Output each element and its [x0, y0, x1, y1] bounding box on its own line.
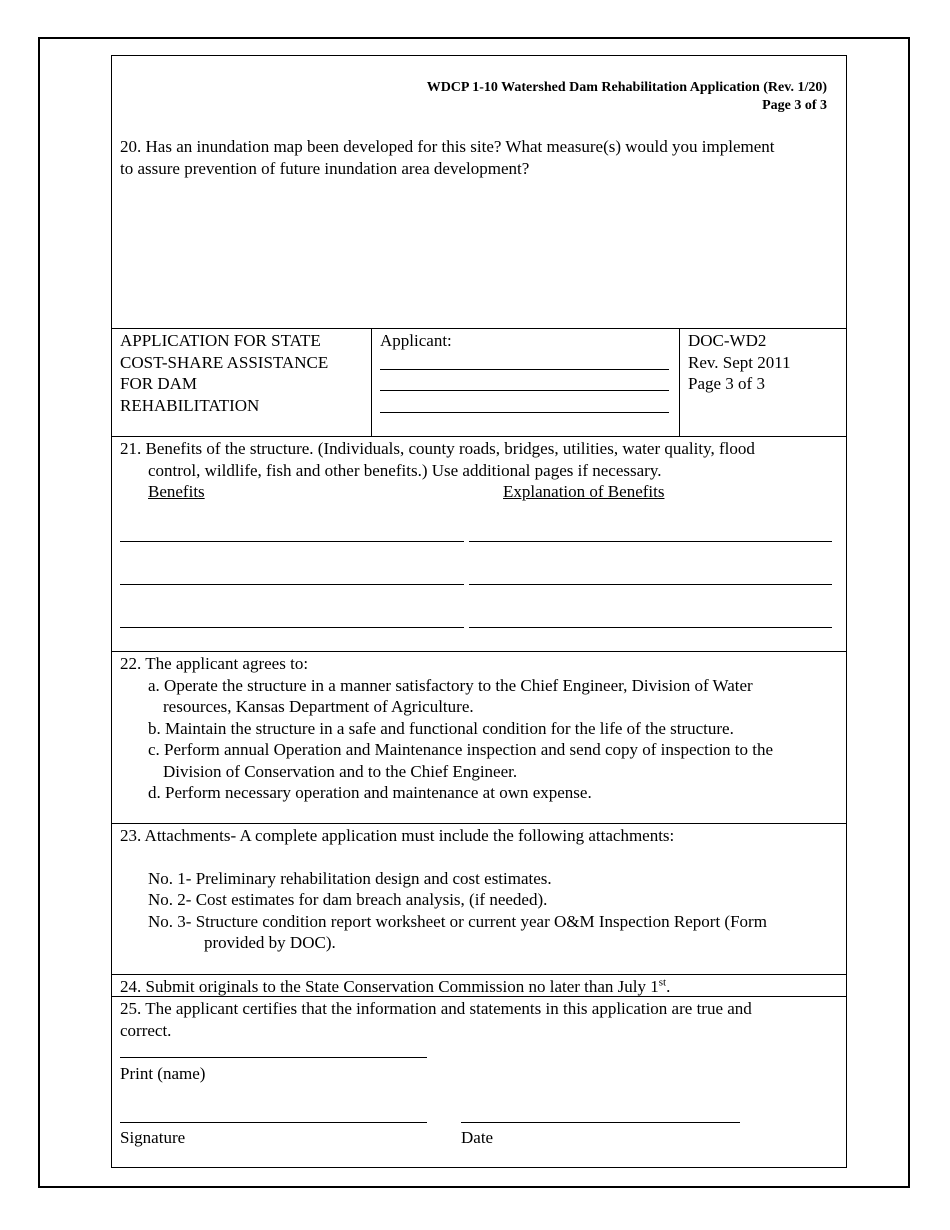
form-block-title-2: COST-SHARE ASSISTANCE — [120, 353, 329, 372]
applicant-label: Applicant: — [380, 331, 452, 350]
explanation-column-header: Explanation of Benefits — [503, 482, 665, 501]
divider — [111, 651, 847, 652]
q24-submission-note: 24. Submit originals to the State Conservation Commission no later than July 1st. — [120, 976, 671, 996]
explanation-field-2[interactable] — [469, 584, 832, 585]
q22-item-c-2: Division of Conservation and to the Chief Engineer. — [163, 762, 518, 781]
applicant-line-3[interactable] — [380, 412, 669, 413]
print-name-field[interactable] — [120, 1057, 427, 1058]
doc-id: DOC-WD2 — [688, 331, 767, 350]
explanation-field-3[interactable] — [469, 627, 832, 628]
divider — [111, 974, 847, 975]
date-label: Date — [461, 1128, 494, 1147]
q25-line-2: correct. — [120, 1021, 172, 1040]
q20-line-2: to assure prevention of future inundation area development? — [120, 159, 530, 178]
divider — [111, 436, 847, 437]
attachment-3-line-1: No. 3- Structure condition report worksheet or current year O&M Inspection Report (Form — [148, 912, 767, 931]
benefit-field-3[interactable] — [120, 627, 464, 628]
signature-field[interactable] — [120, 1122, 427, 1123]
q21-line-2: control, wildlife, fish and other benefits.) Use additional pages if necessary. — [148, 461, 662, 480]
q23-intro: 23. Attachments- A complete application must include the following attachments: — [120, 826, 675, 845]
header-page-label: Page 3 of 3 — [762, 98, 827, 113]
q22-intro: 22. The applicant agrees to: — [120, 654, 309, 673]
applicant-line-2[interactable] — [380, 390, 669, 391]
benefit-field-2[interactable] — [120, 584, 464, 585]
q22-item-b: b. Maintain the structure in a safe and functional condition for the life of the structure. — [148, 719, 734, 738]
q22-item-c-1: c. Perform annual Operation and Maintenance inspection and send copy of inspection to the — [148, 740, 774, 759]
column-divider — [371, 328, 372, 436]
q22-item-a-2: resources, Kansas Department of Agriculture. — [163, 697, 474, 716]
doc-revision: Rev. Sept 2011 — [688, 353, 791, 372]
q20-line-1: 20. Has an inundation map been developed for this site? What measure(s) would you implement — [120, 137, 775, 156]
form-title: WDCP 1-10 Watershed Dam Rehabilitation Application (Rev. 1/20) — [426, 80, 827, 95]
doc-page: Page 3 of 3 — [688, 374, 765, 393]
divider — [111, 328, 847, 329]
q21-line-1: 21. Benefits of the structure. (Individuals, county roads, bridges, utilities, water quality, flood — [120, 439, 755, 458]
divider — [111, 823, 847, 824]
column-divider — [679, 328, 680, 436]
applicant-line-1[interactable] — [380, 369, 669, 370]
form-block-title-3: FOR DAM — [120, 374, 197, 393]
attachment-1: No. 1- Preliminary rehabilitation design and cost estimates. — [148, 869, 552, 888]
attachment-3-line-2: provided by DOC). — [204, 933, 336, 952]
q22-item-d: d. Perform necessary operation and maintenance at own expense. — [148, 783, 592, 802]
q25-line-1: 25. The applicant certifies that the information and statements in this application are true and — [120, 999, 752, 1018]
attachment-2: No. 2- Cost estimates for dam breach analysis, (if needed). — [148, 890, 548, 909]
explanation-field-1[interactable] — [469, 541, 832, 542]
q22-item-a-1: a. Operate the structure in a manner satisfactory to the Chief Engineer, Division of Water — [148, 676, 753, 695]
benefits-column-header: Benefits — [148, 482, 205, 501]
divider — [111, 996, 847, 997]
form-block-title-4: REHABILITATION — [120, 396, 260, 415]
form-block-title-1: APPLICATION FOR STATE — [120, 331, 321, 350]
benefit-field-1[interactable] — [120, 541, 464, 542]
print-name-label: Print (name) — [120, 1064, 206, 1083]
signature-label: Signature — [120, 1128, 186, 1147]
date-field[interactable] — [461, 1122, 740, 1123]
